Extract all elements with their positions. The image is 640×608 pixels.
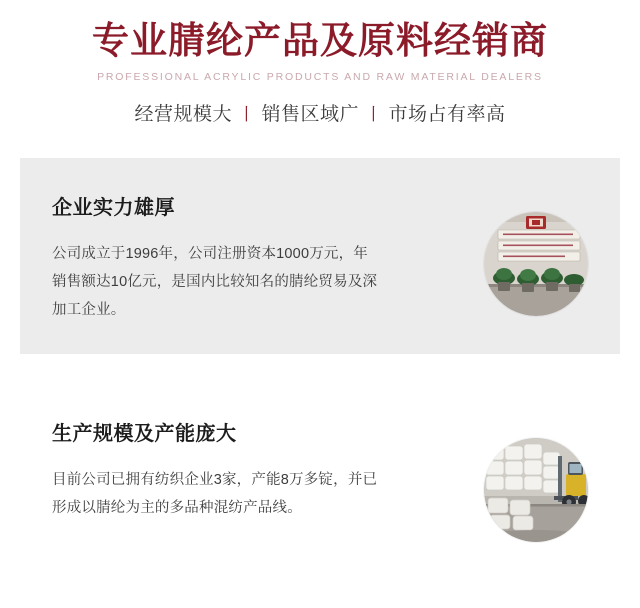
tagline-item-3: 市场占有率高 [388, 104, 506, 125]
section-company-strength [20, 158, 620, 354]
page-subtitle: PROFESSIONAL ACRYLIC PRODUCTS AND RAW MATERIAL DEALERS [97, 71, 543, 83]
section-spacer [0, 354, 640, 384]
warehouse-forklift-photo [484, 438, 588, 542]
page-header [0, 0, 640, 128]
company-plaque-photo [484, 212, 588, 316]
section-body: 公司成立于1996年，公司注册资本1000万元，年销售额达10亿元，是国内比较知名的腈纶贸易及深加工企业。 [52, 246, 378, 318]
tagline-separator-2: 丨 [365, 105, 383, 124]
header-spacer [0, 128, 640, 158]
tagline-item-2: 销售区域广 [261, 104, 359, 125]
section-title: 企业实力雄厚 [52, 197, 175, 219]
section-title: 生产规模及产能庞大 [52, 423, 237, 445]
tagline-separator-1: 丨 [237, 105, 256, 124]
section-body: 目前公司已拥有纺织企业3家，产能8万多锭，并已形成以腈纶为主的多品种混纺产品线。 [52, 472, 378, 516]
tagline [0, 102, 640, 128]
page-title: 专业腈纶产品及原料经销商 [92, 20, 548, 61]
tagline-item-1: 经营规模大 [134, 104, 232, 125]
section-production-scale [20, 384, 620, 560]
